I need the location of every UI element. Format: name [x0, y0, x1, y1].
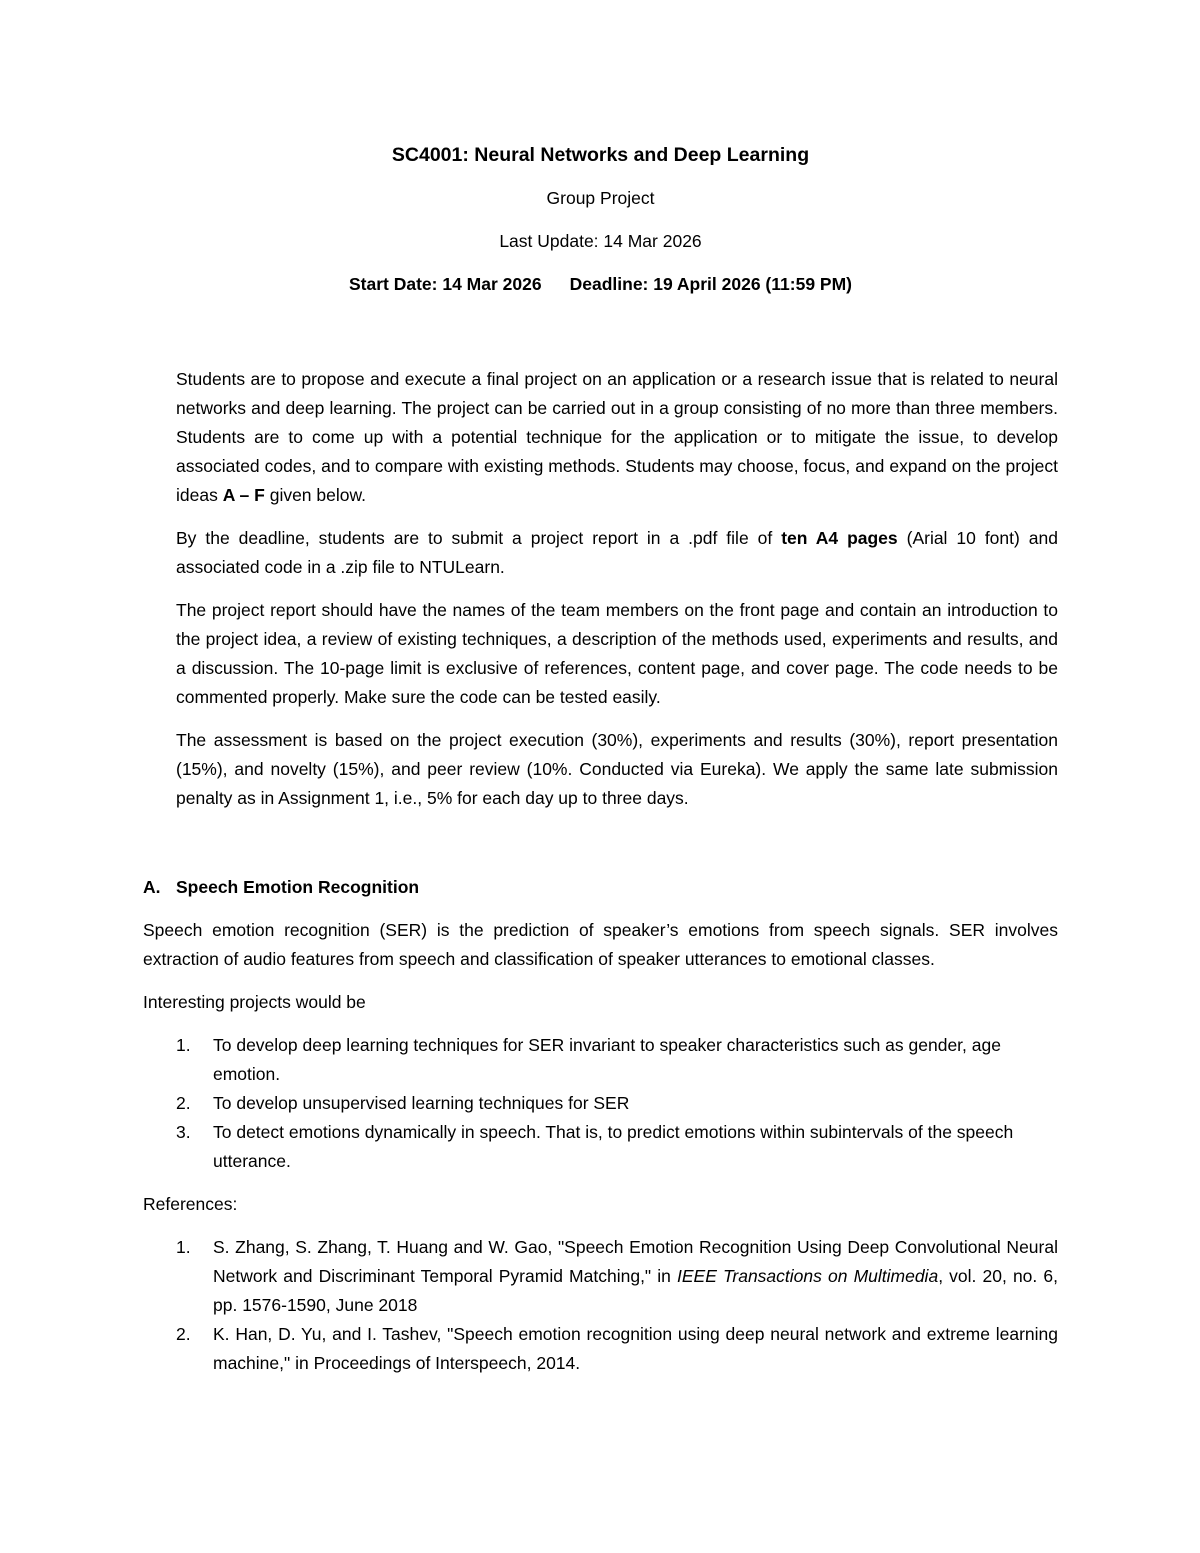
date-line [143, 270, 1058, 299]
reference-text: K. Han, D. Yu, and I. Tashev, "Speech emotion recognition using deep neural network and extreme learning machine," in Proceedings of Interspeech, 2014. [213, 1324, 1058, 1373]
reference-details: , vol. 20, no. 6, pp. 1576-1590, June 2018 [213, 1266, 1058, 1315]
deadline: Deadline: 19 April 2026 (11:59 PM) [569, 274, 852, 294]
references-label: References: [143, 1194, 238, 1214]
list-item [143, 1089, 1058, 1118]
list-number: 2. [176, 1093, 191, 1113]
intro-block [176, 365, 1058, 813]
section-a-letter: A. [143, 877, 161, 897]
reference-text: S. Zhang, S. Zhang, T. Huang and W. Gao, "Speech Emotion Recognition Using Deep Convolutional Neural Network and Discriminant Temporal Pyramid Matching," in [213, 1237, 1058, 1286]
intro-paragraph-3: The project report should have the names of the team members on the front page and contain an introduction to the project idea, a review of existing techniques, a description of the methods used, experiments and results, and a discussion. The 10-page limit is exclusive of references, content page, and cover page. The code needs to be commented properly. Make sure the code can be tested easily. [176, 600, 1058, 707]
intro-p1-end: given below. [264, 485, 367, 505]
list-item-text: To detect emotions dynamically in speech. That is, to predict emotions within subintervals of the speech utterance. [213, 1122, 1014, 1171]
intro-p2-text-b: (Arial 10 font) and associated code in a .zip file to NTULearn. [176, 528, 1058, 577]
list-item-text: To develop unsupervised learning techniques for SER [213, 1093, 630, 1113]
document-content [143, 140, 1058, 1392]
references-list [143, 1233, 1058, 1378]
project-range: A – F [222, 485, 265, 505]
projects-list [143, 1031, 1058, 1176]
list-number: 2. [176, 1324, 191, 1344]
document-subtitle: Group Project [546, 188, 655, 208]
page-limit: ten A4 pages [781, 528, 898, 548]
list-item [143, 1031, 1058, 1089]
start-date: Start Date: 14 Mar 2026 [349, 274, 542, 294]
section-a-description: Speech emotion recognition (SER) is the prediction of speaker’s emotions from speech signals. SER involves extraction of audio features from speech and classification of speaker utterances to emotional classes. [143, 920, 1058, 969]
list-item [143, 1118, 1058, 1176]
list-item-text: To develop deep learning techniques for SER invariant to speaker characteristics such as gender, age emotion. [213, 1035, 1001, 1084]
projects-intro: Interesting projects would be [143, 992, 366, 1012]
intro-paragraph-4: The assessment is based on the project execution (30%), experiments and results (30%), report presentation (15%), and novelty (15%), and peer review (10%. Conducted via Eureka). We apply the same late submission penalty as in Assignment 1, i.e., 5% for each day up to three days. [176, 730, 1058, 808]
reference-item [143, 1320, 1058, 1378]
reference-journal: IEEE Transactions on Multimedia [677, 1266, 939, 1286]
list-number: 1. [176, 1035, 191, 1055]
section-a-heading [143, 873, 1058, 902]
intro-paragraph-2 [176, 524, 1058, 582]
intro-p2-text-a: By the deadline, students are to submit a project report in a .pdf file of [176, 528, 782, 548]
section-a-title: Speech Emotion Recognition [176, 877, 420, 897]
list-number: 1. [176, 1237, 191, 1257]
list-number: 3. [176, 1122, 191, 1142]
reference-item [143, 1233, 1058, 1320]
intro-paragraph-1 [176, 365, 1058, 510]
last-update: Last Update: 14 Mar 2026 [499, 231, 702, 251]
intro-p1-text: Students are to propose and execute a final project on an application or a research issue that is related to neural networks and deep learning. The project can be carried out in a group consisting of no more than three members. Students are to come up with a potential technique for the application or to mitigate the issue, to develop associated codes, and to compare with existing methods. Students may choose, focus, and expand on the project ideas [176, 369, 1058, 505]
document-title: SC4001: Neural Networks and Deep Learning [391, 144, 810, 166]
